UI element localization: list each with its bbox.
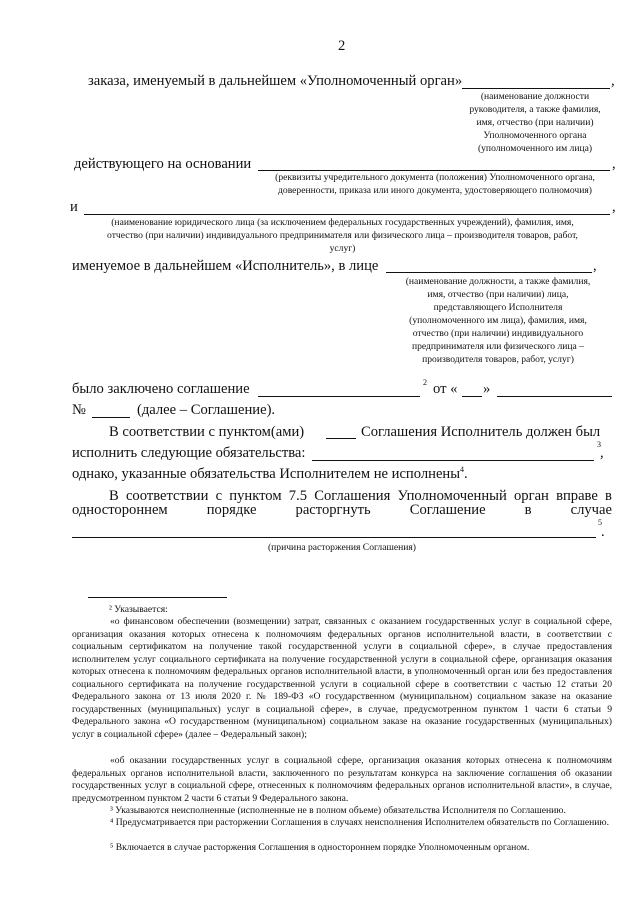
footnote-3: ³ Указываются неисполненные (исполненные не в полном объеме) обязательства Исполнителя по Соглашению. xyxy=(110,805,566,816)
executor-name-blank xyxy=(84,214,610,215)
termination-line-1: В соответствии с пунктом 7.5 Соглашения Уполномоченный орган вправе в xyxy=(109,488,612,504)
termination-dot: . xyxy=(601,524,605,540)
obligations-blank xyxy=(312,460,594,461)
obligations-text: исполнить следующие обязательства: xyxy=(72,445,306,461)
authorized-body-comma: , xyxy=(611,73,615,89)
agreement-concluded-text: было заключено соглашение xyxy=(72,381,250,397)
clause-text-b: Соглашения Исполнитель должен был xyxy=(361,424,601,440)
authorized-body-note: (наименование должности руководителя, а также фамилия, имя, отчество (при наличии) Уполномоченного органа (уполномоченного им лица) xyxy=(469,91,601,154)
agreement-day-blank xyxy=(462,396,482,397)
executor-representative-blank xyxy=(386,272,592,273)
number-sign: № xyxy=(72,402,86,418)
clause-number-blank xyxy=(326,438,356,439)
footnote-ref-4: 4 xyxy=(460,465,465,474)
termination-reason-blank xyxy=(72,537,596,538)
authorized-body-line-text: заказа, именуемый в дальнейшем «Уполномоченный орган» xyxy=(88,73,463,89)
agreement-num-blank xyxy=(92,417,130,418)
not-fulfilled-text: однако, указанные обязательства Исполнителем не исполнены$^4$. xyxy=(72,465,468,482)
clause-text-a: В соответствии с пунктом(ами) xyxy=(109,424,305,440)
termination-reason-note: (причина расторжения Соглашения) xyxy=(267,542,417,553)
basis-line-text: действующего на основании xyxy=(74,156,252,172)
page-number: 2 xyxy=(338,38,346,54)
footnote-ref-3: 3 xyxy=(597,440,601,449)
footnote-2-text-a: «о финансовом обеспечении (возмещении) затрат, связанных с оказанием государственных услуг в социальной сфере, организация оказания которых отнесена к полномочиям федеральных органов исполнительной власти, в соответствии с социальным сертификатом на получение такой государственной услуги в социальной сфере», в случае предоставления исполнителем услуг социального сертификата на получение государственной услуги в социальной сфере, организация оказания которых отнесена к полномочиям федеральных органов исполнительной власти, в уполномоченный орган или без предоставления социального сертификата на получение государственной услуги в социальной сфере в соответствии с частью 12 статьи 20 Федерального закона от 13 июля 2020 г. № 189-ФЗ «О государственном (муниципальном) социальном заказе на оказание государственных (муниципальных) услуг в социальной сфере», в случае, предусмотренном пунктом 1 части 6 статьи 9 Федерального закона «О государственном (муниципальном) социальном заказе на оказание государственных (муниципальных) услуг в социальной сфере» (далее – Федеральный закон); xyxy=(72,616,612,740)
obligations-comma: , xyxy=(600,445,604,461)
executor-representative-note: (наименование должности, а также фамилия, имя, отчество (при наличии) лица, представляющего Исполнителя (уполномоченного им лица), фамилия, имя, отчество (при наличии) индивидуального предпринимателя или физического лица – производителя товаров, работ, услуг) xyxy=(405,276,591,365)
authorized-body-official-blank xyxy=(462,88,610,89)
hereinafter-agreement: (далее – Соглашение). xyxy=(137,402,276,418)
footnote-ref-5: 5 xyxy=(598,518,602,527)
footnote-ref-2: 2 xyxy=(423,378,427,387)
footnote-2-text-b: «об оказании государственных услуг в социальной сфере, организация оказания которых отнесена к полномочиям федеральных органов исполнительной власти, заключенного по результатам конкурса на заключение соглашения об оказании государственных услуг в социальной сфере, отнесенных к полномочиям федеральных органов исполнительной власти», в случае, предусмотренном пунктом 2 части 6 статьи 9 Федерального закона. xyxy=(72,755,612,804)
agreement-number-blank xyxy=(258,396,420,397)
and-text: и xyxy=(70,199,78,215)
footnote-separator xyxy=(88,597,227,598)
executor-line-text: именуемое в дальнейшем «Исполнитель», в лице xyxy=(72,258,379,274)
agreement-date-close: » xyxy=(483,381,491,397)
executor-representative-comma: , xyxy=(593,258,597,274)
executor-name-comma: , xyxy=(612,199,616,215)
agreement-date-from: от « xyxy=(433,381,458,397)
footnote-4: ⁴ Предусматривается при расторжении Соглашения в случаях неисполнения Исполнителем обязательств по Соглашению. xyxy=(110,817,609,828)
footnote-2-head: ² Указывается: xyxy=(109,604,168,615)
termination-line-2: одностороннем порядке расторгнуть Соглашение в случае xyxy=(72,502,612,518)
agreement-month-year-blank xyxy=(497,396,612,397)
basis-comma: , xyxy=(612,156,616,172)
basis-note: (реквизиты учредительного документа (положения) Уполномоченного органа, доверенности, приказа или иного документа, удостоверяющего полномочия) xyxy=(275,172,595,196)
executor-name-note: (наименование юридического лица (за исключением федеральных государственных учреждений), фамилия, имя, отчество (при наличии) индивидуального предпринимателя или физического лица – производителя товаров, работ, услуг) xyxy=(107,217,578,254)
footnote-5: ⁵ Включается в случае расторжения Соглашения в одностороннем порядке Уполномоченным органом. xyxy=(110,842,530,853)
